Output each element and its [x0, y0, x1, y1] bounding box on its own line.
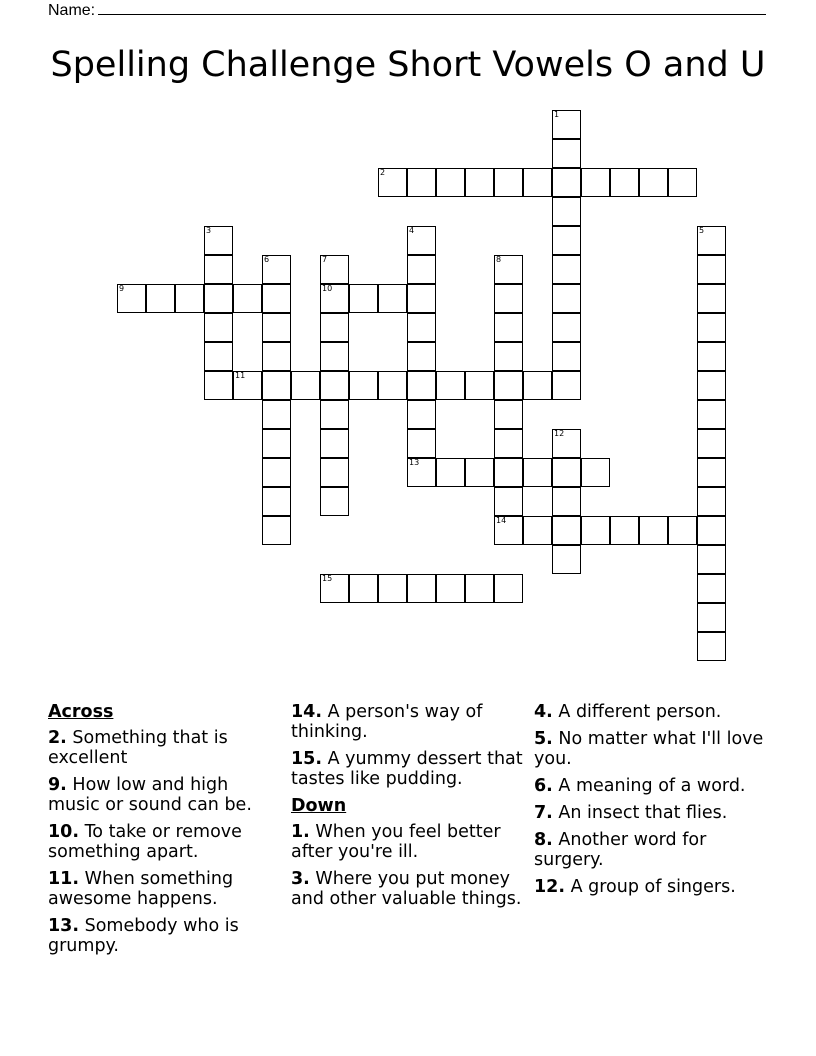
grid-cell[interactable]: [407, 284, 436, 313]
clues-column-2: [291, 702, 526, 916]
grid-cell[interactable]: [407, 458, 436, 487]
grid-cell[interactable]: [494, 168, 523, 197]
grid-cell[interactable]: [697, 226, 726, 255]
grid-cell[interactable]: [349, 574, 378, 603]
grid-cell[interactable]: [320, 487, 349, 516]
clue-number: 7.: [534, 803, 553, 823]
grid-cell[interactable]: [523, 168, 552, 197]
grid-cell[interactable]: [320, 574, 349, 603]
grid-cell[interactable]: [494, 342, 523, 371]
grid-cell[interactable]: [204, 284, 233, 313]
grid-cell[interactable]: [146, 284, 175, 313]
clue-across-15: [291, 749, 526, 789]
grid-cell[interactable]: [436, 574, 465, 603]
grid-cell[interactable]: [407, 226, 436, 255]
grid-cell[interactable]: [204, 342, 233, 371]
grid-cell[interactable]: [378, 284, 407, 313]
grid-cell[interactable]: [552, 371, 581, 400]
grid-cell[interactable]: [378, 168, 407, 197]
grid-cell[interactable]: [552, 458, 581, 487]
grid-cell[interactable]: [262, 487, 291, 516]
grid-cell[interactable]: [320, 342, 349, 371]
grid-cell[interactable]: [262, 429, 291, 458]
grid-cell[interactable]: [117, 284, 146, 313]
grid-cell[interactable]: [320, 400, 349, 429]
grid-cell[interactable]: [552, 255, 581, 284]
clue-down-7: [534, 803, 774, 823]
grid-cell[interactable]: [668, 516, 697, 545]
clue-text: Another word for surgery.: [534, 830, 707, 870]
clue-across-2: [48, 728, 280, 768]
grid-cell[interactable]: [697, 342, 726, 371]
grid-cell[interactable]: [552, 545, 581, 574]
clue-text: Somebody who is grumpy.: [48, 916, 239, 956]
grid-cell[interactable]: [262, 371, 291, 400]
grid-cell[interactable]: [204, 313, 233, 342]
grid-cell[interactable]: [610, 516, 639, 545]
clue-text: Something that is excellent: [48, 728, 228, 768]
grid-cell[interactable]: [494, 458, 523, 487]
grid-cell[interactable]: [523, 371, 552, 400]
clue-text: Where you put money and other valuable things.: [291, 869, 522, 909]
grid-cell[interactable]: [552, 139, 581, 168]
grid-cell[interactable]: [581, 516, 610, 545]
clue-number-label: 6: [264, 255, 270, 264]
grid-cell[interactable]: [494, 516, 523, 545]
clue-text: A meaning of a word.: [558, 776, 746, 796]
clue-number: 4.: [534, 702, 553, 722]
grid-cell[interactable]: [494, 313, 523, 342]
grid-cell[interactable]: [697, 313, 726, 342]
clue-number: 8.: [534, 830, 553, 850]
clue-number-label: 13: [409, 458, 420, 467]
grid-cell[interactable]: [204, 255, 233, 284]
grid-cell[interactable]: [581, 168, 610, 197]
clue-number-label: 3: [206, 226, 212, 235]
grid-cell[interactable]: [552, 342, 581, 371]
grid-cell[interactable]: [552, 313, 581, 342]
clue-number: 3.: [291, 869, 310, 889]
clue-across-14: [291, 702, 526, 742]
grid-cell[interactable]: [378, 371, 407, 400]
clue-number: 6.: [534, 776, 553, 796]
grid-cell[interactable]: [697, 545, 726, 574]
clue-down-8: [534, 830, 774, 870]
clue-number: 5.: [534, 729, 553, 749]
clue-number-label: 11: [235, 371, 246, 380]
grid-cell[interactable]: [697, 429, 726, 458]
grid-cell[interactable]: [494, 255, 523, 284]
grid-cell[interactable]: [523, 516, 552, 545]
grid-cell[interactable]: [610, 168, 639, 197]
grid-cell[interactable]: [291, 371, 320, 400]
grid-cell[interactable]: [697, 632, 726, 661]
grid-cell[interactable]: [494, 429, 523, 458]
grid-cell[interactable]: [552, 168, 581, 197]
grid-cell[interactable]: [697, 487, 726, 516]
grid-cell[interactable]: [494, 574, 523, 603]
grid-cell[interactable]: [668, 168, 697, 197]
down-heading: Down: [291, 796, 347, 816]
grid-cell[interactable]: [204, 226, 233, 255]
clue-number-label: 8: [496, 255, 502, 264]
grid-cell[interactable]: [436, 371, 465, 400]
grid-cell[interactable]: [320, 255, 349, 284]
clue-number-label: 2: [380, 168, 386, 177]
clue-text: To take or remove something apart.: [48, 822, 242, 862]
grid-cell[interactable]: [697, 516, 726, 545]
grid-cell[interactable]: [639, 516, 668, 545]
grid-cell[interactable]: [262, 255, 291, 284]
grid-cell[interactable]: [378, 574, 407, 603]
grid-cell[interactable]: [407, 429, 436, 458]
grid-cell[interactable]: [494, 487, 523, 516]
clue-number-label: 15: [322, 574, 333, 583]
across-heading: Across: [48, 702, 114, 722]
clue-number-label: 4: [409, 226, 415, 235]
grid-cell[interactable]: [407, 400, 436, 429]
grid-cell[interactable]: [204, 371, 233, 400]
clue-across-10: [48, 822, 280, 862]
grid-cell[interactable]: [436, 458, 465, 487]
clues-column-3: [534, 702, 774, 904]
grid-cell[interactable]: [697, 574, 726, 603]
grid-cell[interactable]: [262, 458, 291, 487]
grid-cell[interactable]: [465, 574, 494, 603]
clue-text: When you feel better after you're ill.: [291, 822, 501, 862]
grid-cell[interactable]: [581, 458, 610, 487]
grid-cell[interactable]: [407, 255, 436, 284]
name-label: Name:: [48, 2, 96, 19]
grid-cell[interactable]: [552, 487, 581, 516]
clue-down-3: [291, 869, 526, 909]
grid-cell[interactable]: [552, 516, 581, 545]
clue-number: 14.: [291, 702, 323, 722]
grid-cell[interactable]: [349, 284, 378, 313]
clue-down-5: [534, 729, 774, 769]
grid-cell[interactable]: [436, 168, 465, 197]
grid-cell[interactable]: [494, 400, 523, 429]
grid-cell[interactable]: [262, 284, 291, 313]
clue-text: When something awesome happens.: [48, 869, 234, 909]
clue-number: 13.: [48, 916, 80, 936]
clue-text: A different person.: [558, 702, 722, 722]
page-title: Spelling Challenge Short Vowels O and U: [50, 45, 766, 85]
grid-cell[interactable]: [552, 429, 581, 458]
grid-cell[interactable]: [407, 342, 436, 371]
grid-cell[interactable]: [407, 168, 436, 197]
grid-cell[interactable]: [552, 197, 581, 226]
grid-cell[interactable]: [320, 458, 349, 487]
grid-cell[interactable]: [320, 429, 349, 458]
grid-cell[interactable]: [552, 110, 581, 139]
clue-number: 10.: [48, 822, 80, 842]
grid-cell[interactable]: [552, 226, 581, 255]
clue-across-13: [48, 916, 280, 956]
grid-cell[interactable]: [697, 255, 726, 284]
grid-cell[interactable]: [407, 371, 436, 400]
grid-cell[interactable]: [697, 400, 726, 429]
grid-cell[interactable]: [465, 168, 494, 197]
grid-cell[interactable]: [552, 284, 581, 313]
clue-text: A person's way of thinking.: [291, 702, 483, 742]
grid-cell[interactable]: [262, 313, 291, 342]
clue-across-9: [48, 775, 280, 815]
grid-cell[interactable]: [233, 371, 262, 400]
clue-number-label: 9: [119, 284, 125, 293]
clue-number: 11.: [48, 869, 80, 889]
grid-cell[interactable]: [262, 516, 291, 545]
grid-cell[interactable]: [523, 458, 552, 487]
clue-number-label: 14: [496, 516, 507, 525]
clue-number-label: 1: [554, 110, 560, 119]
clue-number-label: 5: [699, 226, 705, 235]
grid-cell[interactable]: [320, 371, 349, 400]
grid-cell[interactable]: [175, 284, 204, 313]
clue-text: A yummy dessert that tastes like pudding.: [291, 749, 523, 789]
grid-cell[interactable]: [465, 458, 494, 487]
grid-cell[interactable]: [407, 313, 436, 342]
clue-text: An insect that flies.: [558, 803, 728, 823]
clue-number-label: 7: [322, 255, 328, 264]
clues-column-1: [48, 702, 280, 963]
clue-number-label: 10: [322, 284, 333, 293]
grid-cell[interactable]: [639, 168, 668, 197]
clue-down-12: [534, 877, 774, 897]
grid-cell[interactable]: [349, 371, 378, 400]
grid-cell[interactable]: [320, 313, 349, 342]
grid-cell[interactable]: [320, 284, 349, 313]
clue-text: A group of singers.: [570, 877, 736, 897]
clue-text: How low and high music or sound can be.: [48, 775, 252, 815]
clue-number: 1.: [291, 822, 310, 842]
clue-text: No matter what I'll love you.: [534, 729, 764, 769]
grid-cell[interactable]: [407, 574, 436, 603]
clue-number: 9.: [48, 775, 67, 795]
grid-cell[interactable]: [697, 603, 726, 632]
clue-number-label: 12: [554, 429, 565, 438]
clue-across-11: [48, 869, 280, 909]
clue-down-6: [534, 776, 774, 796]
grid-cell[interactable]: [262, 400, 291, 429]
clue-down-4: [534, 702, 774, 722]
grid-cell[interactable]: [697, 371, 726, 400]
grid-cell[interactable]: [494, 371, 523, 400]
grid-cell[interactable]: [494, 284, 523, 313]
grid-cell[interactable]: [697, 458, 726, 487]
clue-number: 2.: [48, 728, 67, 748]
clue-number: 15.: [291, 749, 323, 769]
clue-down-1: [291, 822, 526, 862]
grid-cell[interactable]: [465, 371, 494, 400]
grid-cell[interactable]: [262, 342, 291, 371]
clue-number: 12.: [534, 877, 566, 897]
grid-cell[interactable]: [697, 284, 726, 313]
grid-cell[interactable]: [233, 284, 262, 313]
